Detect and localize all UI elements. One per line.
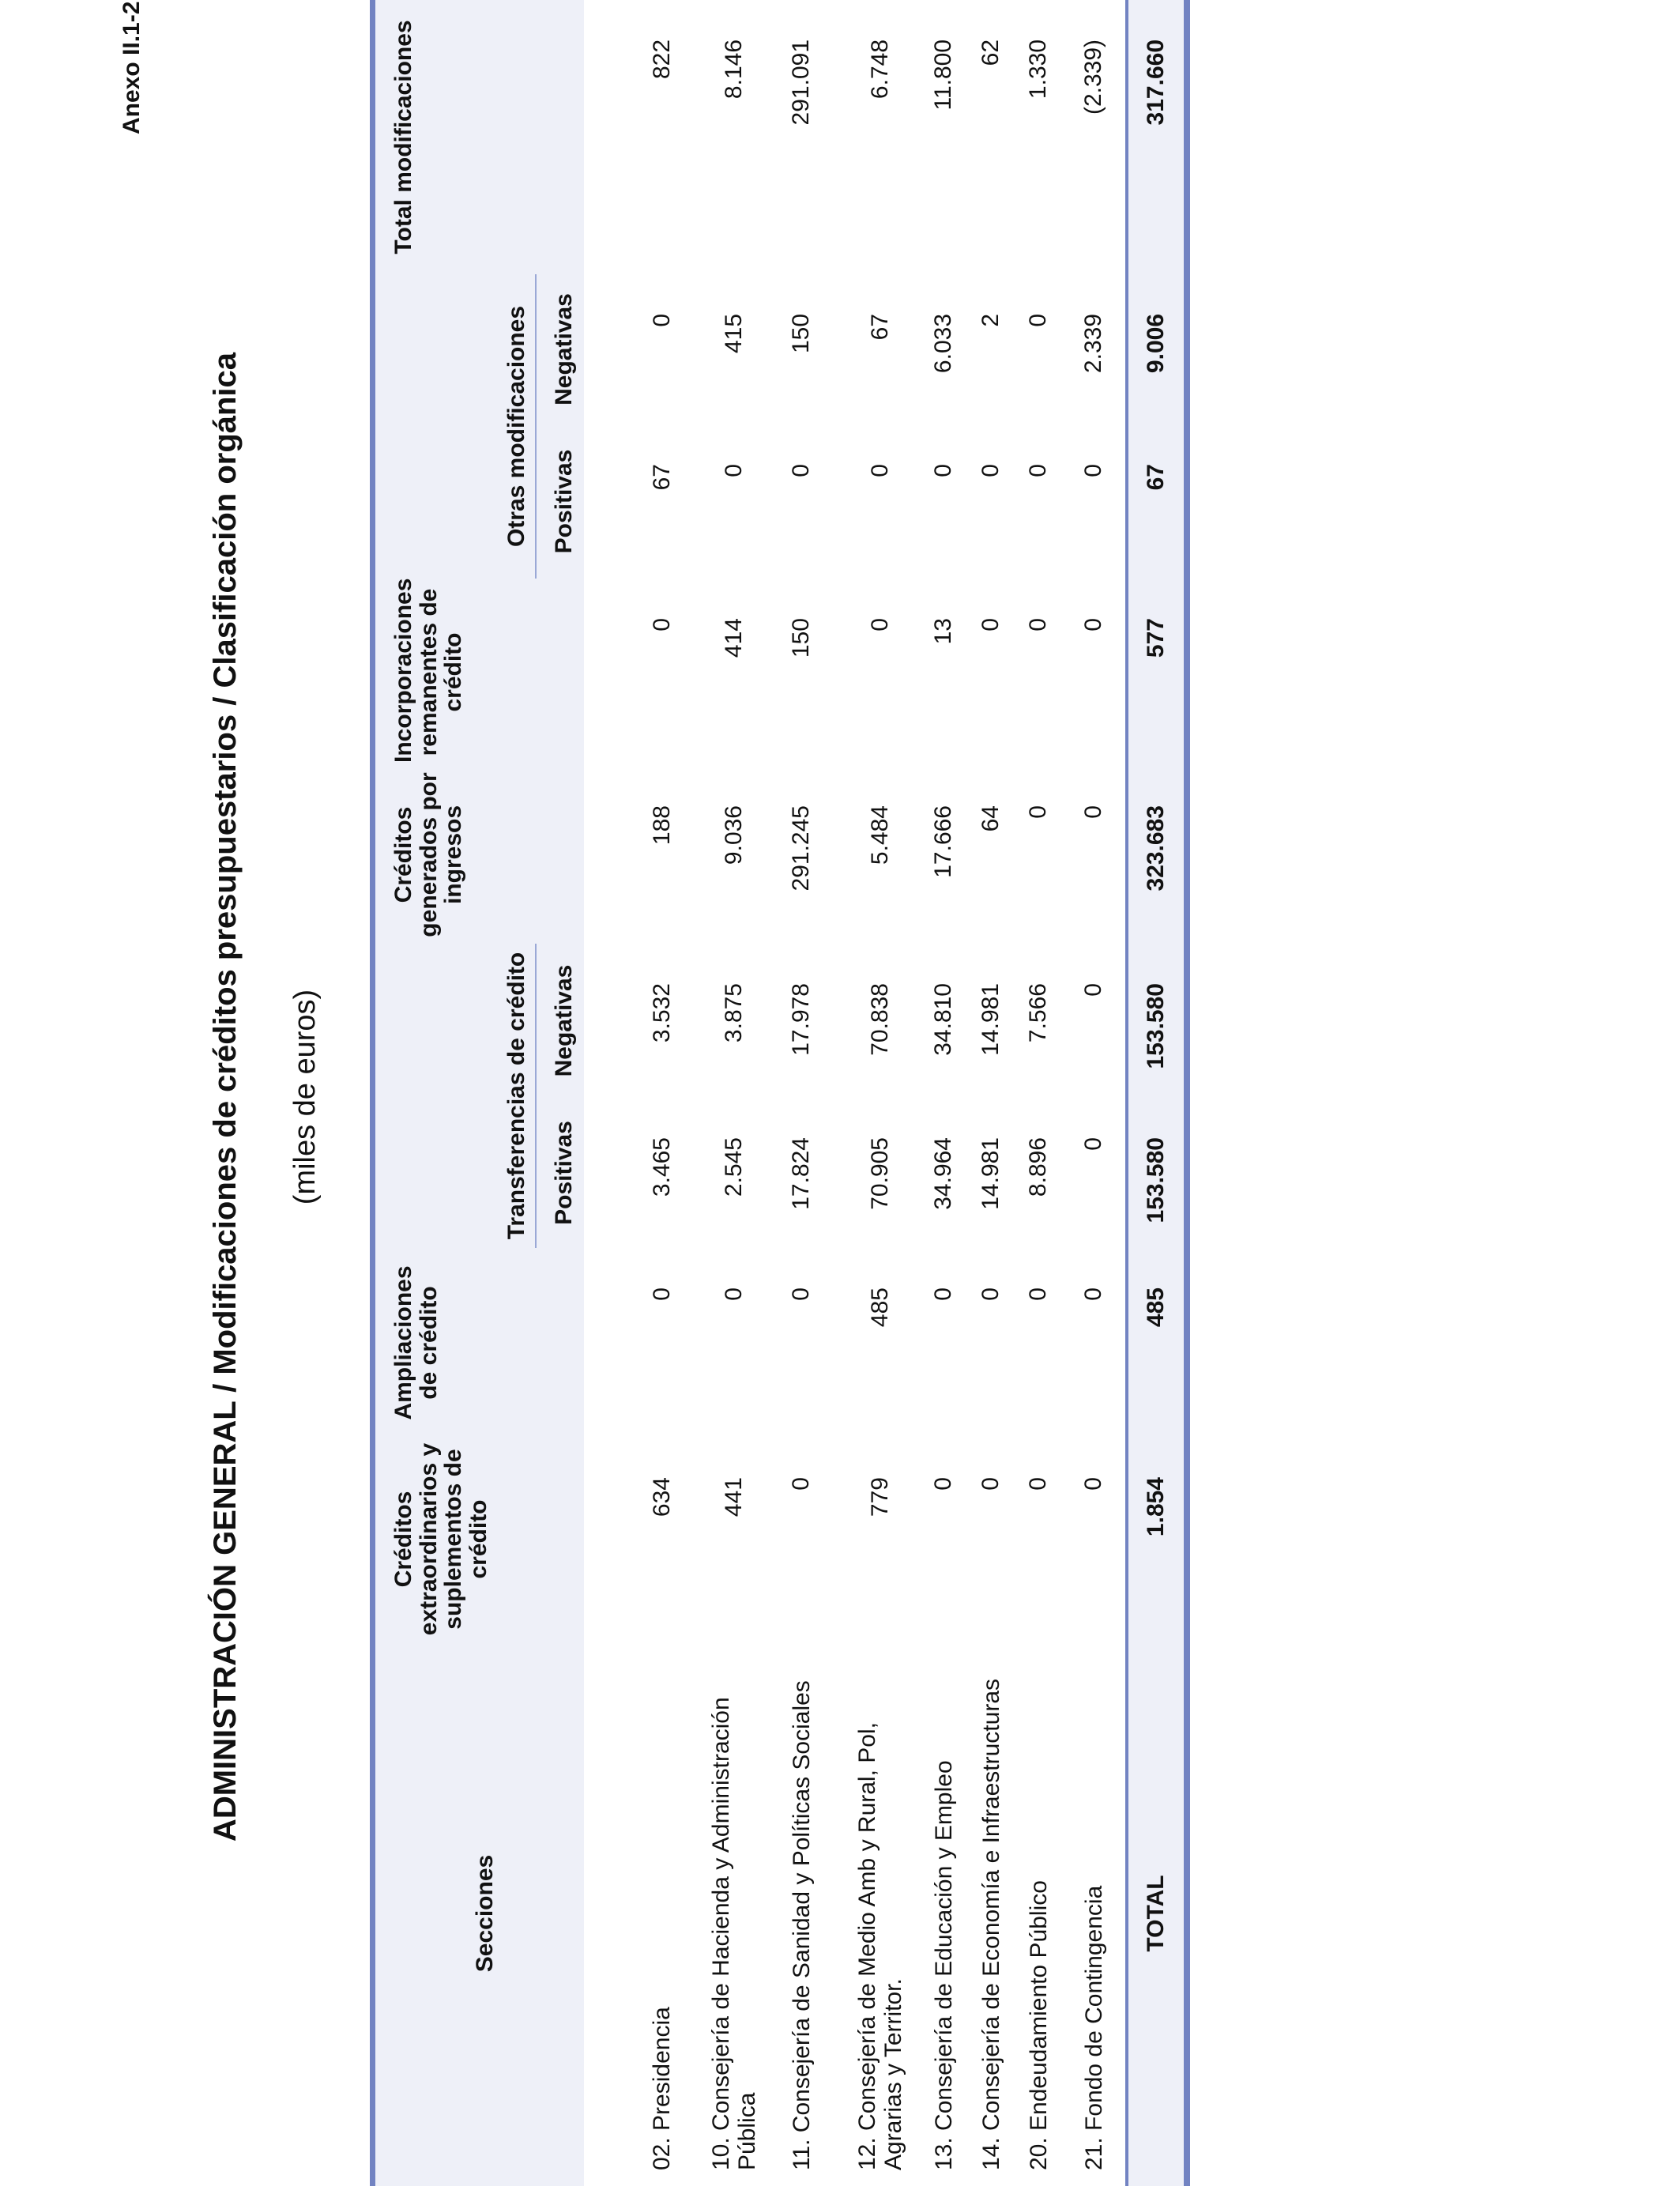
cell-trans-negativas: 70.838 (867, 983, 893, 1056)
header-otras-modificaciones: Otras modificaciones (373, 274, 537, 579)
row-seccion: 12. Consejería de Medio Amb y Rural, Pol, Agrarias y Territor. (854, 1722, 906, 2170)
cell-ampliaciones: 0 (1080, 1287, 1106, 1301)
cell-incorporaciones: 0 (1080, 618, 1106, 631)
header-transferencias: Transferencias de crédito (373, 944, 537, 1248)
header-ampliaciones: Ampliaciones de crédito (373, 1248, 585, 1438)
cell-trans-positivas: 3.465 (648, 1137, 675, 1197)
cell-trans-positivas: 34.964 (930, 1137, 956, 1210)
cell-trans-negativas: 3.532 (648, 983, 675, 1043)
cell-otras-positivas: 0 (977, 464, 1004, 477)
page-subtitle: (miles de euros) (288, 989, 322, 1205)
cell-otras-negativas: 150 (788, 313, 814, 354)
cell-otras-negativas: 2.339 (1080, 313, 1106, 374)
cell-creditos-extra: 779 (867, 1477, 893, 1517)
cell-creditos-extra: 0 (977, 1477, 1004, 1491)
cell-creditos-generados: 0 (1025, 805, 1051, 819)
cell-otras-positivas: 67 (648, 464, 675, 491)
total-creditos-generados: 323.683 (1127, 766, 1187, 944)
cell-incorporaciones: 0 (648, 618, 675, 631)
cell-incorporaciones: 414 (721, 618, 747, 658)
cell-creditos-extra: 634 (648, 1477, 675, 1517)
total-row (1127, 0, 1187, 2186)
cell-total: 62 (977, 39, 1004, 66)
cell-incorporaciones: 150 (788, 618, 814, 658)
cell-otras-positivas: 0 (721, 464, 747, 477)
header-creditos-extraordinarios: Créditos extraordinarios y suplementos de crédito (373, 1438, 585, 1641)
annex-label: Anexo II.1-2 (119, 1, 145, 134)
table-row (762, 0, 841, 2186)
row-seccion: 13. Consejería de Educación y Empleo (930, 1760, 957, 2170)
cell-creditos-extra: 0 (788, 1477, 814, 1491)
cell-trans-negativas: 0 (1080, 983, 1106, 997)
cell-total: 291.091 (788, 39, 814, 126)
page-title: ADMINISTRACIÓN GENERAL / Modificaciones de créditos presupuestarios / Clasificación orgánica (208, 352, 243, 1842)
cell-ampliaciones: 0 (721, 1287, 747, 1301)
table-row (967, 0, 1015, 2186)
header-transferencias-positivas: Positivas (536, 1098, 584, 1248)
cell-incorporaciones: 0 (977, 618, 1004, 631)
cell-trans-negativas: 7.566 (1025, 983, 1051, 1043)
cell-otras-negativas: 0 (1025, 313, 1051, 327)
cell-ampliaciones: 0 (930, 1287, 956, 1301)
total-incorporaciones: 577 (1127, 579, 1187, 766)
cell-ampliaciones: 485 (867, 1287, 893, 1328)
cell-otras-negativas: 6.033 (930, 313, 956, 374)
cell-incorporaciones: 13 (930, 618, 956, 645)
cell-trans-positivas: 0 (1080, 1137, 1106, 1151)
table-row (920, 0, 967, 2186)
total-otras-negativas: 9.006 (1127, 274, 1187, 424)
cell-trans-positivas: 17.824 (788, 1137, 814, 1210)
cell-creditos-extra: 0 (930, 1477, 956, 1491)
cell-creditos-generados: 188 (648, 805, 675, 846)
row-seccion: 11. Consejería de Sanidad y Políticas Sociales (788, 1680, 815, 2170)
cell-total: 1.330 (1025, 39, 1051, 100)
cell-creditos-extra: 0 (1080, 1477, 1106, 1491)
cell-total: 8.146 (721, 39, 747, 100)
cell-total: 6.748 (867, 39, 893, 100)
header-otras-positivas: Positivas (536, 424, 584, 579)
cell-incorporaciones: 0 (1025, 618, 1051, 631)
cell-otras-positivas: 0 (1080, 464, 1106, 477)
cell-total: 11.800 (930, 39, 956, 111)
cell-creditos-generados: 64 (977, 805, 1004, 832)
cell-creditos-extra: 0 (1025, 1477, 1051, 1491)
row-seccion: 10. Consejería de Hacienda y Administración Pública (708, 1697, 760, 2170)
table-row (1062, 0, 1127, 2186)
header-otras-negativas: Negativas (536, 274, 584, 424)
cell-trans-negativas: 17.978 (788, 983, 814, 1056)
cell-creditos-generados: 291.245 (788, 805, 814, 892)
header-transferencias-negativas: Negativas (536, 944, 584, 1098)
total-trans-positivas: 153.580 (1127, 1098, 1187, 1248)
row-seccion: 21. Fondo de Contingencia (1080, 1885, 1107, 2170)
cell-otras-negativas: 67 (867, 313, 893, 341)
cell-trans-negativas: 34.810 (930, 983, 956, 1056)
cell-ampliaciones: 0 (1025, 1287, 1051, 1301)
cell-creditos-generados: 5.484 (867, 805, 893, 865)
table-row (1015, 0, 1062, 2186)
cell-trans-positivas: 14.981 (977, 1137, 1004, 1210)
cell-otras-positivas: 0 (867, 464, 893, 477)
cell-trans-negativas: 14.981 (977, 983, 1004, 1056)
table-row (706, 0, 762, 2186)
cell-total: 822 (648, 39, 675, 80)
total-total: 317.660 (1127, 0, 1187, 274)
header-total-modificaciones: Total modificaciones (373, 0, 585, 274)
cell-ampliaciones: 0 (788, 1287, 814, 1301)
cell-ampliaciones: 0 (977, 1287, 1004, 1301)
row-seccion: 20. Endeudamiento Público (1025, 1880, 1052, 2170)
cell-otras-negativas: 0 (648, 313, 675, 327)
total-creditos-extra: 1.854 (1127, 1438, 1187, 1641)
cell-incorporaciones: 0 (867, 618, 893, 631)
cell-creditos-extra: 441 (721, 1477, 747, 1517)
header-creditos-generados: Créditos generados por ingresos (373, 766, 585, 944)
cell-trans-positivas: 2.545 (721, 1137, 747, 1197)
cell-otras-positivas: 0 (788, 464, 814, 477)
cell-trans-positivas: 8.896 (1025, 1137, 1051, 1197)
budget-modifications-table (370, 0, 1190, 2186)
cell-total: (2.339) (1080, 39, 1106, 115)
cell-ampliaciones: 0 (648, 1287, 675, 1301)
cell-trans-negativas: 3.875 (721, 983, 747, 1043)
table-row (841, 0, 920, 2186)
cell-creditos-generados: 17.666 (930, 805, 956, 878)
total-ampliaciones: 485 (1127, 1248, 1187, 1438)
header-incorporaciones: Incorporaciones remanentes de crédito (373, 579, 585, 766)
total-label: TOTAL (1127, 1641, 1187, 2186)
cell-trans-positivas: 70.905 (867, 1137, 893, 1210)
total-trans-negativas: 153.580 (1127, 944, 1187, 1098)
row-seccion: 14. Consejería de Economía e Infraestructuras (977, 1678, 1004, 2170)
header-secciones: Secciones (373, 1641, 585, 2186)
cell-creditos-generados: 9.036 (721, 805, 747, 865)
table-row (584, 0, 706, 2186)
total-otras-positivas: 67 (1127, 424, 1187, 579)
cell-otras-negativas: 415 (721, 313, 747, 354)
cell-otras-positivas: 0 (1025, 464, 1051, 477)
cell-otras-negativas: 2 (977, 313, 1004, 327)
row-seccion: 02. Presidencia (649, 2007, 675, 2170)
cell-otras-positivas: 0 (930, 464, 956, 477)
cell-creditos-generados: 0 (1080, 805, 1106, 819)
